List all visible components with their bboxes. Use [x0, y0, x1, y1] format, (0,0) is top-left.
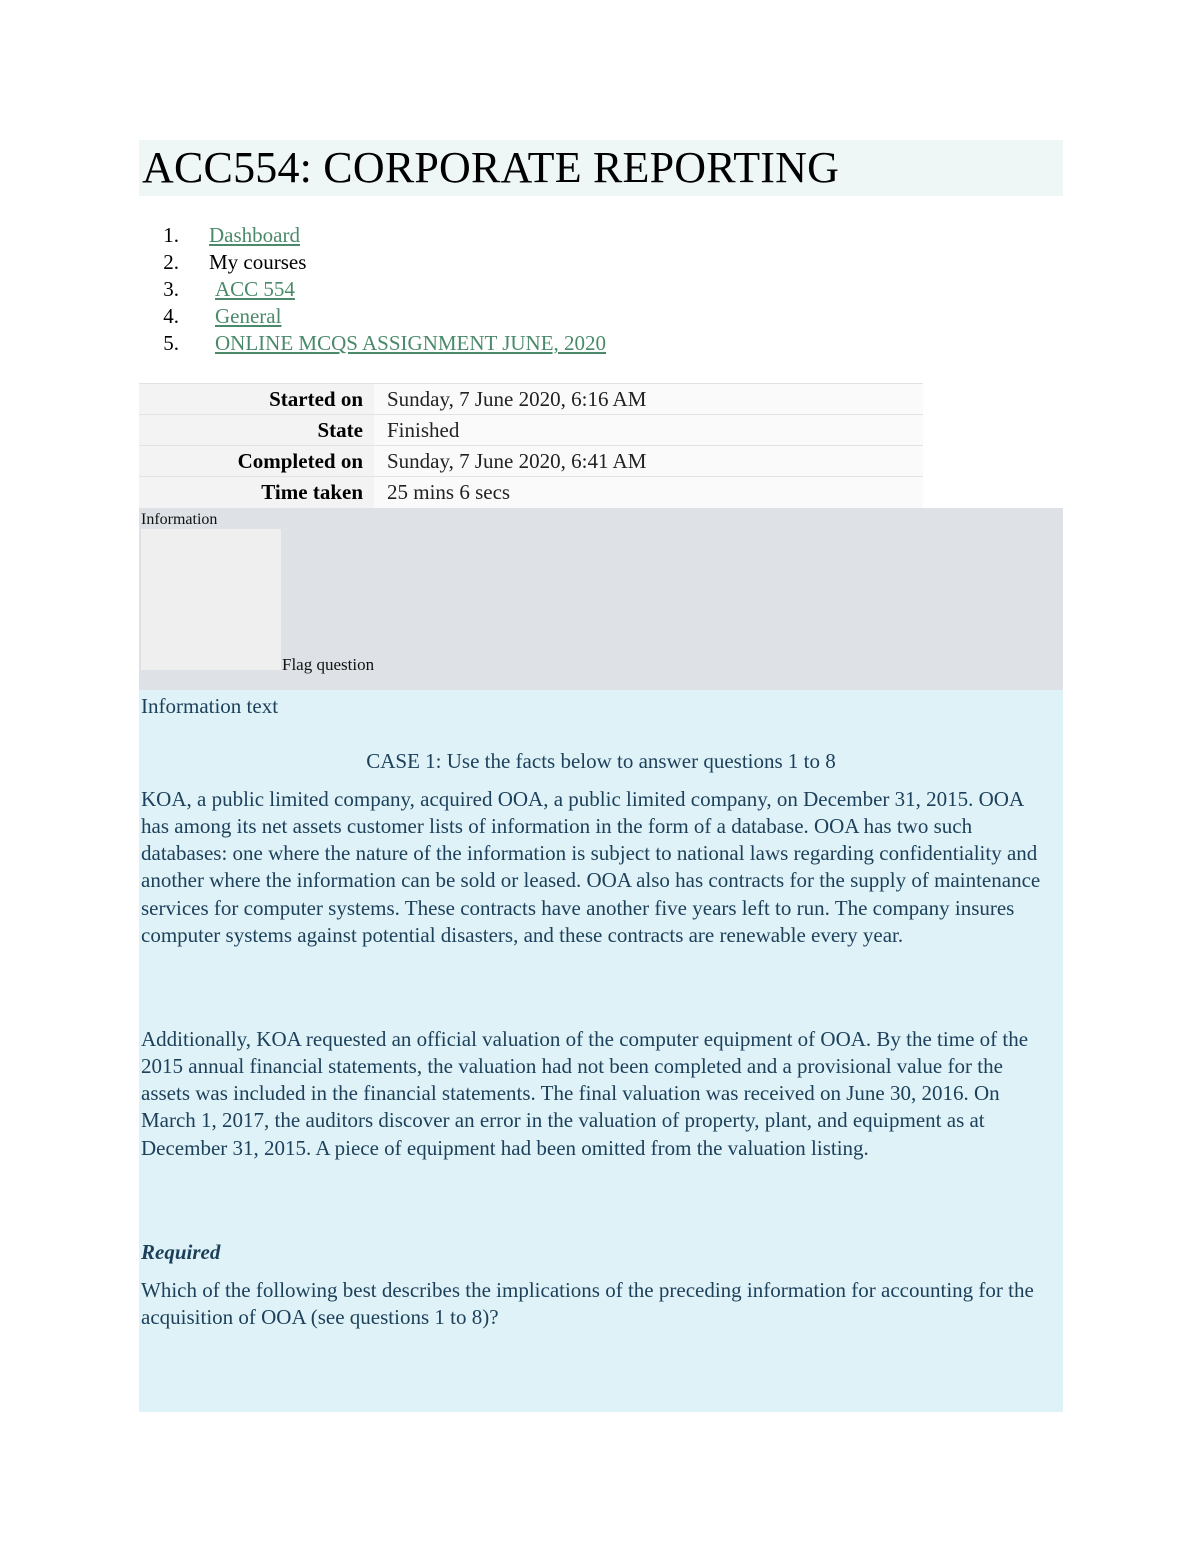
summary-label: Started on: [139, 384, 374, 415]
summary-row-time-taken: [139, 477, 923, 508]
breadcrumb-number: 4.: [163, 304, 179, 328]
summary-row-started: [139, 384, 923, 415]
breadcrumb-number: 1.: [163, 223, 179, 247]
breadcrumb-link-assignment[interactable]: ONLINE MCQS ASSIGNMENT JUNE, 2020: [215, 331, 607, 355]
breadcrumb-text-my-courses: My courses: [209, 250, 307, 274]
summary-value: Sunday, 7 June 2020, 6:16 AM: [374, 384, 923, 415]
breadcrumb-number: 2.: [163, 250, 179, 274]
breadcrumb-link-dashboard[interactable]: Dashboard: [209, 223, 300, 247]
question-info-panel: [139, 508, 1063, 690]
question-content: [139, 690, 1063, 1412]
case-title: CASE 1: Use the facts below to answer questions 1 to 8: [366, 748, 836, 773]
summary-value: Finished: [374, 415, 923, 446]
breadcrumb-link-course[interactable]: ACC 554: [215, 277, 295, 301]
summary-label: Completed on: [139, 446, 374, 477]
course-title: ACC554: CORPORATE REPORTING: [142, 143, 840, 192]
summary-label: State: [139, 415, 374, 446]
case-paragraph-1: KOA, a public limited company, acquired OOA, a public limited company, on December 31, 2015. OOA has among its net assets customer lists of information in the form of a database. OOA has two such databases: one where the nature of the information is subject to national laws regarding confidentiality and another where the information can be sold or leased. OOA also has contracts for the supply of maintenance services for computer systems. These contracts have another five years left to run. The company insures computer systems against potential disasters, and these contracts are renewable every year.: [141, 786, 1041, 947]
flag-question-link[interactable]: Flag question: [282, 654, 375, 674]
breadcrumb-item-course: [139, 276, 1063, 303]
breadcrumb-number: 3.: [163, 277, 179, 301]
course-header: [139, 140, 1063, 196]
info-label: Information: [141, 510, 218, 528]
breadcrumb-item-general: [139, 303, 1063, 330]
summary-row-completed: [139, 446, 923, 477]
summary-label: Time taken: [139, 477, 374, 508]
breadcrumb-item-assignment: [139, 330, 1063, 357]
quiz-review-page: [139, 140, 1063, 1412]
summary-value: Sunday, 7 June 2020, 6:41 AM: [374, 446, 923, 477]
breadcrumb-item-dashboard: [139, 222, 1063, 249]
question-text: Which of the following best describes the implications of the preceding information for accounting for the acquisition of OOA (see questions 1 to 8)?: [141, 1277, 1034, 1329]
summary-row-state: [139, 415, 923, 446]
breadcrumb: [139, 222, 1063, 357]
flag-question-icon[interactable]: [141, 529, 281, 670]
breadcrumb-link-general[interactable]: General: [215, 304, 282, 328]
required-label: Required: [141, 1239, 221, 1264]
breadcrumb-number: 5.: [163, 331, 179, 355]
breadcrumb-item-my-courses: [139, 249, 1063, 276]
information-text-heading: Information text: [141, 693, 279, 718]
attempt-summary-table: [139, 383, 923, 508]
summary-value: 25 mins 6 secs: [374, 477, 923, 508]
case-paragraph-2: Additionally, KOA requested an official valuation of the computer equipment of OOA. By the time of the 2015 annual financial statements, the valuation had not been completed and a provisional value for the assets was included in the financial statements. The final valuation was received on June 30, 2016. On March 1, 2017, the auditors discover an error in the valuation of property, plant, and equipment as at December 31, 2015. A piece of equipment had been omitted from the valuation listing.: [141, 1026, 1029, 1160]
